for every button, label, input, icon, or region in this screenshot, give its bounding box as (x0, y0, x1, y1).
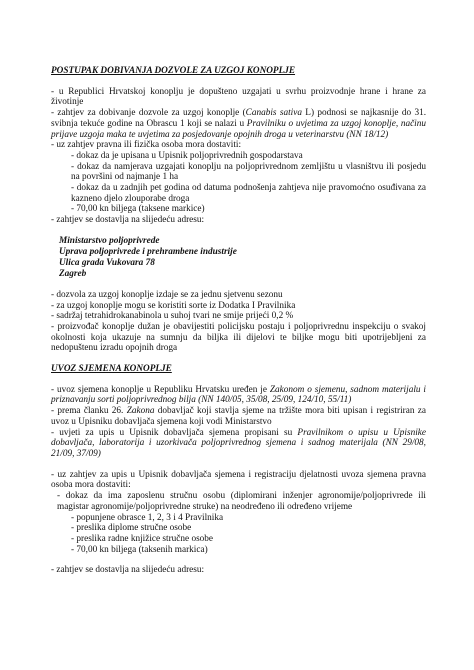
document-item: - dokaz da ima zaposlenu stručnu osobu (diplomirani inženjer agronomije/poljoprivrede ili magistar agronomije/poljoprivredne struke) na neodređeno ili određeno vrijeme (57, 491, 426, 512)
paragraph-supplier-registration: - prema članku 26. Zakona dobavljač koji stavlja sjeme na tržište mora biti upisan i registriran za uvoz u Upisniku dobavljača sjemena koji vodi Ministarstvo (51, 406, 426, 427)
note-item: - sadržaj tetrahidrokanabinola u suhoj tvari ne smije prijeći 0,2 % (51, 311, 294, 322)
note-item: - dozvola za uzgoj konoplje izdaje se za jednu sjetvenu sezonu (51, 289, 283, 300)
address-line: Zagreb (59, 268, 87, 279)
documents-intro: - uz zahtjev pravna ili fizička osoba mora dostaviti: (51, 140, 242, 151)
document-item: - dokaz da je upisana u Upisnik poljoprivrednih gospodarstava (71, 150, 303, 161)
section-title-seed-import: UVOZ SJEMENA KONOPLJE (51, 364, 172, 375)
paragraph-registration-documents: - uz zahtjev za upis u Upisnik dobavljača sjemena i registraciju djelatnosti uvoza sjemena pravna osoba mora dostaviti: (51, 469, 426, 491)
note-item: - proizvođač konoplje dužan je obavijestiti policijsku postaju i poljoprivrednu inspekciju o svakoj okolnosti koja ukazuje na sumnju da biljka ili dijelovi te biljke mogu biti upotrijebljeni za nedopuštenu izradu opojnih droga (51, 321, 426, 354)
ministry-address-block (51, 236, 426, 280)
paragraph-permit-request: - zahtjev za dobivanje dozvole za uzgoj konoplje (Canabis sativa L) podnosi se najkasnije do 31. svibnja tekuće godine na Obrascu 1 koji se nalazi u Pravilniku o uvjetima za uzgoj konoplje, načinu prijave uzgoja maka te uvjetima za posjedovanje opojnih droga u veterinarstvu (NN 18/12) (51, 108, 427, 140)
send-to-address-line: - zahtjev se dostavlja na slijedeću adresu: (51, 215, 205, 226)
note-item: - za uzgoj konoplje mogu se koristiti sorte iz Dodatka I Pravilnika (51, 300, 296, 311)
document-item: - preslika radne knjižice stručne osobe (71, 533, 214, 544)
document-item: - preslika diplome stručne osobe (71, 523, 192, 534)
document-item: - 70,00 kn biljega (taksenih markica) (71, 544, 208, 555)
paragraph-registration-conditions: - uvjeti za upis u Upisnik dobavljača sjemena propisani su Pravilnikom o upisu u Upisnike dobavljača, laboratorija i uzorkivača poljoprivrednog sjemena i sadnog materijala (NN 29/08, 21/09, 37/09) (51, 427, 427, 459)
document-page (51, 66, 426, 576)
address-line: Uprava poljoprivrede i prehrambene industrije (59, 246, 237, 257)
paragraph-seed-law: - uvoz sjemena konoplje u Republiku Hrvatsku uređen je Zakonom o sjemenu, sadnom materijalu i priznavanju sorti poljoprivrednog bilja (NN 140/05, 35/08, 25/09, 124/10, 55/11) (51, 384, 427, 406)
section-title-hemp-permit: POSTUPAK DOBIVANJA DOZVOLE ZA UZGOJ KONOPLJE (51, 66, 296, 76)
paragraph-hemp-purpose: - u Republici Hrvatskoj konoplju je dopušteno uzgajati u svrhu proizvodnje hrane i hrane za životinje (51, 86, 426, 108)
document-item: - dokaz da u zadnjih pet godina od datuma podnošenja zahtjeva nije pravomoćno osuđivana za kazneno djelo zlouporabe droga (71, 183, 426, 204)
document-item: - 70,00 kn biljega (taksene markice) (71, 204, 205, 215)
document-item: - popunjene obrasce 1, 2, 3 i 4 Pravilnika (71, 512, 224, 523)
address-line: Ulica grada Vukovara 78 (59, 257, 155, 268)
send-to-address-line: - zahtjev se dostavlja na slijedeću adresu: (51, 565, 205, 576)
address-line: Ministarstvo poljoprivrede (59, 235, 160, 246)
document-item: - dokaz da namjerava uzgajati konoplju na poljoprivrednom zemljištu u vlasništvu ili posjedu na površini od najmanje 1 ha (71, 161, 426, 183)
